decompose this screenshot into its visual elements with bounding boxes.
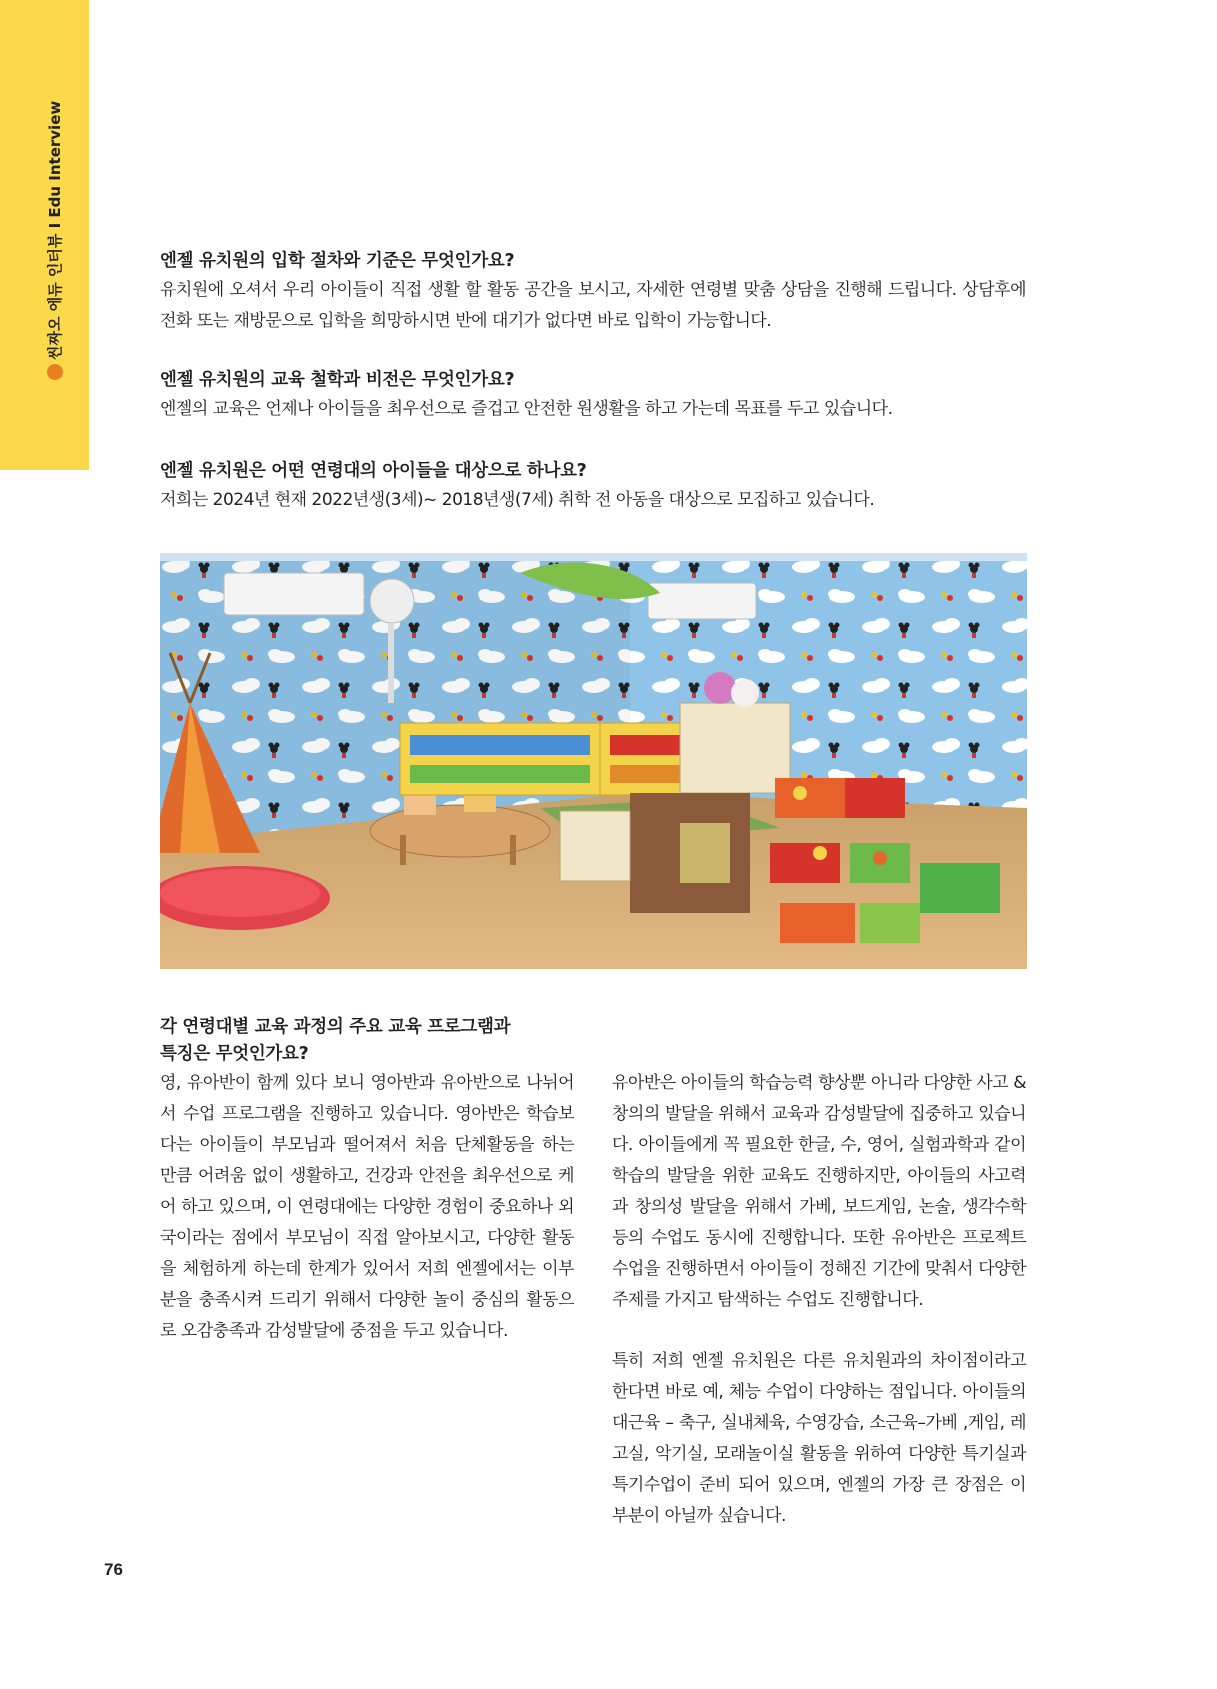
question-2: 엔젤 유치원의 교육 철학과 비전은 무엇인가요? — [160, 370, 515, 390]
question-4-line-1: 각 연령대별 교육 과정의 주요 교육 프로그램과 — [160, 1017, 511, 1037]
sidebar-label-text: 씬짜오 에듀 인터뷰 I Edu Interview — [46, 100, 64, 360]
question-4-line-2: 특징은 무엇인가요? — [160, 1044, 309, 1064]
answer-4-right-column-paragraph-1: 유아반은 아이들의 학습능력 향상뿐 아니라 다양한 사고 &창의의 발달을 위해서 교육과 감성발달에 집중하고 있습니다. 아이들에게 꼭 필요한 한글, 수, 영어, 실험과학과 같이 학습의 발달을 위한 교육도 진행하지만, 아이들의 사고력과 창의성 발달을 위해서 가베, 보드게임, 논술, 생각수학 등의 수업도 동시에 진행합니다. 또한 유아반은 프로젝트 수업을 진행하면서 아이들이 정해진 기간에 맞춰서 다양한 주제를 가지고 탐색하는 수업도 진행합니다. — [612, 1073, 1026, 1310]
question-1: 엔젤 유치원의 입학 절차와 기준은 무엇인가요? — [160, 251, 515, 271]
question-3: 엔젤 유치원은 어떤 연령대의 아이들을 대상으로 하나요? — [160, 461, 587, 481]
leaf-logo-icon — [47, 364, 63, 380]
answer-4-left-column: 영, 유아반이 함께 있다 보니 영아반과 유아반으로 나뉘어서 수업 프로그램을 진행하고 있습니다. 영아반은 학습보다는 아이들이 부모님과 떨어져서 처음 단체활동을 하는 만큼 어려움 없이 생활하고, 건강과 안전을 최우선으로 케어 하고 있으며, 이 연령대에는 다양한 경험이 중요하나 외국이라는 점에서 부모님이 직접 알아보시고, 다양한 활동을 체험하게 하는데 한계가 있어서 저희 엔젤에서는 이부분을 충족시켜 드리기 위해서 다양한 놀이 중심의 활동으로 오감충족과 감성발달에 중점을 두고 있습니다. — [160, 1073, 574, 1341]
answer-4-right-column-paragraph-2: 특히 저희 엔젤 유치원은 다른 유치원과의 차이점이라고 한다면 바로 예, 체능 수업이 다양하는 점입니다. 아이들의 대근육 – 축구, 실내체육, 수영강습, 소근육–가베 ,게임, 레고실, 악기실, 모래놀이실 활동을 위하여 다양한 특기실과 특기수업이 준비 되어 있으며, 엔젤의 가장 큰 장점은 이 부분이 아닐까 싶습니다. — [612, 1351, 1026, 1526]
answer-1: 유치원에 오셔서 우리 아이들이 직접 생활 할 활동 공간을 보시고, 자세한 연령별 맞춤 상담을 진행해 드립니다. 상담후에 전화 또는 재방문으로 입학을 희망하시면 반에 대기가 없다면 바로 입학이 가능합니다. — [160, 280, 1026, 331]
question-4 — [160, 1014, 660, 1068]
answer-3: 저희는 2024년 현재 2022년생(3세)~ 2018년생(7세) 취학 전 아동을 대상으로 모집하고 있습니다. — [160, 490, 875, 510]
answer-2: 엔젤의 교육은 언제나 아이들을 최우선으로 즐겁고 안전한 원생활을 하고 가는데 목표를 두고 있습니다. — [160, 399, 893, 419]
sidebar-label — [44, 101, 65, 380]
classroom-illustration — [160, 553, 1027, 969]
classroom-photo — [160, 553, 1027, 969]
page-number: 76 — [104, 1560, 123, 1579]
